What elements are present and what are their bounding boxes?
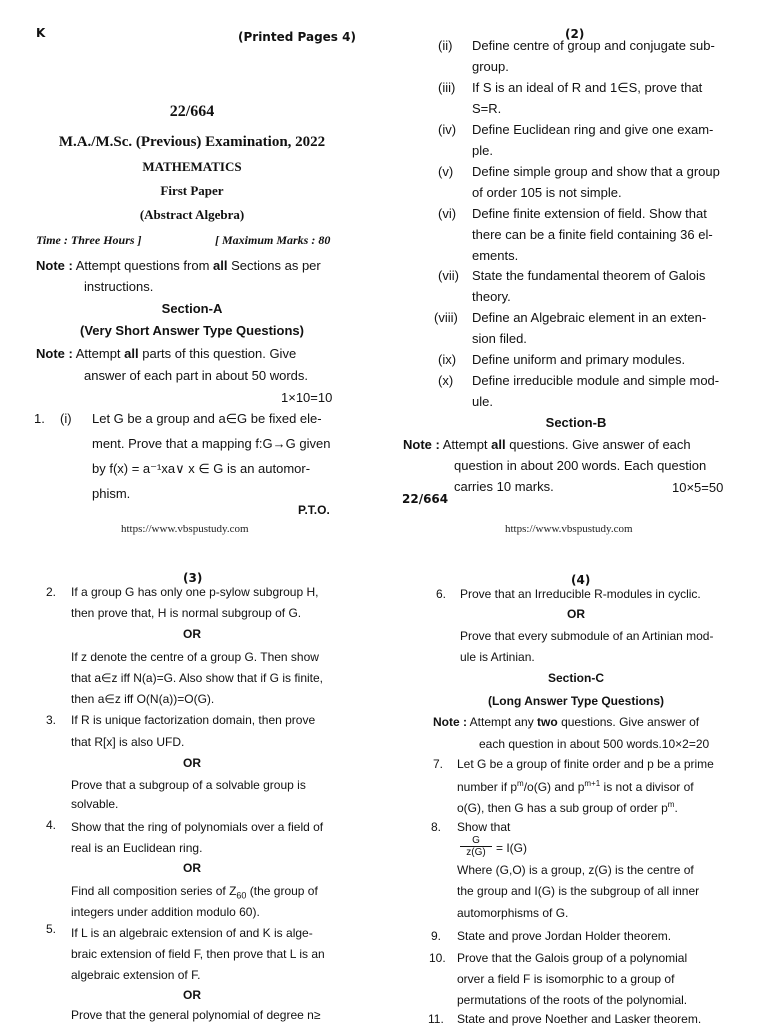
item-line: ements. [472,248,519,263]
item-number: (vii) [438,268,459,283]
page-number: (3) [183,571,203,585]
item-line: Define centre of group and conjugate sub- [472,38,715,53]
question-number: 11. [428,1012,444,1026]
note-emphasis: all [213,258,228,273]
item-line: of order 105 is not simple. [472,185,622,200]
note-text: Attempt [442,437,488,452]
question-line [457,779,694,794]
question-line: Prove that an Irreducible R-modules in cyclic. [460,587,701,601]
question-line: the group and I(G) is the subgroup of all inner [457,884,700,898]
question-number: 3. [46,713,57,727]
question-line: Where (G,O) is a group, z(G) is the centre of [457,863,694,877]
note-label: Note : [403,437,440,452]
question-line [457,800,678,815]
question-number: 10. [429,951,446,965]
note-4-cont: each question in about 500 words.10×2=20 [479,737,710,751]
question-line: Prove that the general polynomial of degree n≥ [71,1008,321,1022]
question-number: 6. [436,587,447,601]
text-run: /o(G) and p [523,780,585,794]
or-divider: OR [567,607,585,621]
fraction [460,836,492,858]
subscript: 60 [236,890,247,901]
item-number: (ii) [438,38,453,53]
question-line: that R[x] is also UFD. [71,735,185,749]
question-line: that a∈z iff N(a)=G. Also show that if G is finite, [71,671,323,685]
item-line: ule. [472,394,493,409]
question-line: If z denote the centre of a group G. Then show [71,650,319,664]
note-text: questions. Give answer of [561,715,700,729]
note-3-cont: carries 10 marks. [454,479,554,494]
time-label: Time : Three Hours ] [36,233,142,247]
paper-code: 22/664 [169,103,215,120]
question-line: Show that the ring of polynomials over a field of [71,820,324,834]
note-label: Note : [36,258,73,273]
question-line: ule is Artinian. [460,650,535,664]
item-line: Define uniform and primary modules. [472,352,686,367]
item-line: sion filed. [472,331,527,346]
question-line: integers under addition modulo 60). [71,905,260,919]
item-line: group. [472,59,509,74]
marks-line: 10×5=50 [672,480,724,495]
question-line: Prove that the Galois group of a polynomial [457,951,688,965]
question-number: 4. [46,818,57,832]
note-1-cont: instructions. [84,279,154,294]
exam-title: M.A./M.Sc. (Previous) Examination, 2022 [58,134,326,150]
subject-title: MATHEMATICS [142,159,242,174]
item-number: (x) [438,373,454,388]
item-line: there can be a finite field containing 36 el- [472,227,713,242]
or-divider: OR [183,988,201,1002]
text-run: o(G), then G has a sub group of order p [457,801,668,815]
max-marks-label: [ Maximum Marks : 80 [215,233,331,247]
question-number: 2. [46,585,57,599]
question-line: solvable. [71,797,119,811]
item-line: Define irreducible module and simple mod- [472,373,720,388]
item-number: (v) [438,164,454,179]
question-line: State and prove Noether and Lasker theorem. [457,1012,702,1026]
item-line: Define simple group and show that a group [472,164,720,179]
item-line: Define Euclidean ring and give one exam- [472,122,714,137]
question-line: ment. Prove that a mapping f:G→G given [92,436,331,451]
text-run: . [674,801,678,815]
question-number: 8. [431,820,442,834]
fraction-denominator: z(G) [460,846,492,858]
note-4 [433,715,699,729]
note-label: Note : [36,346,73,361]
note-text: Attempt questions from [75,258,210,273]
note-text: questions. Give answer of each [509,437,691,452]
item-line: S=R. [472,101,502,116]
corner-letter: K [36,26,46,40]
section-b-title: Section-B [545,415,607,430]
question-number: 9. [431,929,442,943]
question-line: phism. [92,486,131,501]
or-divider: OR [183,756,201,770]
printed-pages: (Printed Pages 4) [238,30,356,44]
superscript: m+1 [584,779,601,788]
question-line: algebraic extension of F. [71,968,201,982]
item-number: (viii) [434,310,458,325]
question-line: Show that [457,820,511,834]
item-line: State the fundamental theorem of Galois [472,268,706,283]
question-line: Prove that every submodule of an Artinian mod- [460,629,714,643]
note-emphasis: all [124,346,139,361]
text-run: is not a divisor of [603,780,694,794]
section-a-title: Section-A [161,301,223,316]
paper-number: First Paper [160,183,224,198]
note-label: Note : [433,715,467,729]
question-number: 7. [433,757,444,771]
question-line: then a∈z iff O(N(a))=O(G). [71,692,215,706]
text-run: Find all composition series of Z [71,884,237,898]
question-line: State and prove Jordan Holder theorem. [457,929,672,943]
question-line: real is an Euclidean ring. [71,841,203,855]
item-number: (iv) [438,122,457,137]
section-a-subtitle: (Very Short Answer Type Questions) [80,323,304,338]
item-line: Define finite extension of field. Show that [472,206,707,221]
question-line: automorphisms of G. [457,906,569,920]
question-number: 1. [34,411,45,426]
note-text: Attempt [75,346,121,361]
question-number: 5. [46,922,57,936]
item-line: ple. [472,143,493,158]
text-run: (the group of [249,884,318,898]
item-line: Define an Algebraic element in an exten- [472,310,707,325]
marks-line: 1×10=10 [281,390,333,405]
section-c-subtitle: (Long Answer Type Questions) [487,694,664,708]
superscript: m [517,779,524,788]
page-number: (4) [571,573,591,587]
note-1 [36,258,321,273]
fraction-numerator: G [472,835,480,846]
item-number: (vi) [438,206,457,221]
or-divider: OR [183,627,201,641]
item-number: (ix) [438,352,457,367]
note-text: parts of this question. Give [142,346,297,361]
paper-topic: (Abstract Algebra) [139,207,245,222]
equation-rhs: = I(G) [496,841,528,855]
question-line: If R is unique factorization domain, then prove [71,713,316,727]
question-line: then prove that, H is normal subgroup of G. [71,606,302,620]
item-number: (iii) [438,80,456,95]
question-line: Prove that a subgroup of a solvable group is [71,778,306,792]
question-line: permutations of the roots of the polynomial. [457,993,688,1007]
note-emphasis: two [537,715,558,729]
paper-code-footer: 22/664 [402,492,449,506]
question-line [71,884,318,900]
item-line: theory. [472,289,511,304]
pto-label: P.T.O. [298,503,330,517]
question-line: by f(x) = a⁻¹xa∨ x ∈ G is an automor- [92,461,311,476]
or-divider: OR [183,861,201,875]
question-line: If a group G has only one p-sylow subgroup H, [71,585,319,599]
section-c-title: Section-C [547,671,604,685]
item-line: If S is an ideal of R and 1∈S, prove that [472,80,703,95]
note-text: Attempt any [469,715,534,729]
note-2-cont: answer of each part in about 50 words. [84,368,309,383]
note-2 [36,346,296,361]
page-number: (2) [565,27,585,41]
question-line: Let G be a group of finite order and p be a prime [457,757,714,771]
footer-url: https://www.vbspustudy.com [121,523,249,535]
note-3-cont: question in about 200 words. Each question [454,458,707,473]
question-part: (i) [60,411,72,426]
question-line: orver a field F is isomorphic to a group of [457,972,675,986]
text-run: number if p [457,780,518,794]
note-emphasis: all [491,437,506,452]
footer-url: https://www.vbspustudy.com [505,523,633,535]
question-line: Let G be a group and a∈G be fixed ele- [92,411,322,426]
question-line: If L is an algebraic extension of and K is alge- [71,926,313,940]
question-line: braic extension of field F, then prove that L is an [71,947,325,961]
note-3 [403,437,691,452]
superscript: m [667,800,675,809]
note-text: Sections as per [231,258,321,273]
